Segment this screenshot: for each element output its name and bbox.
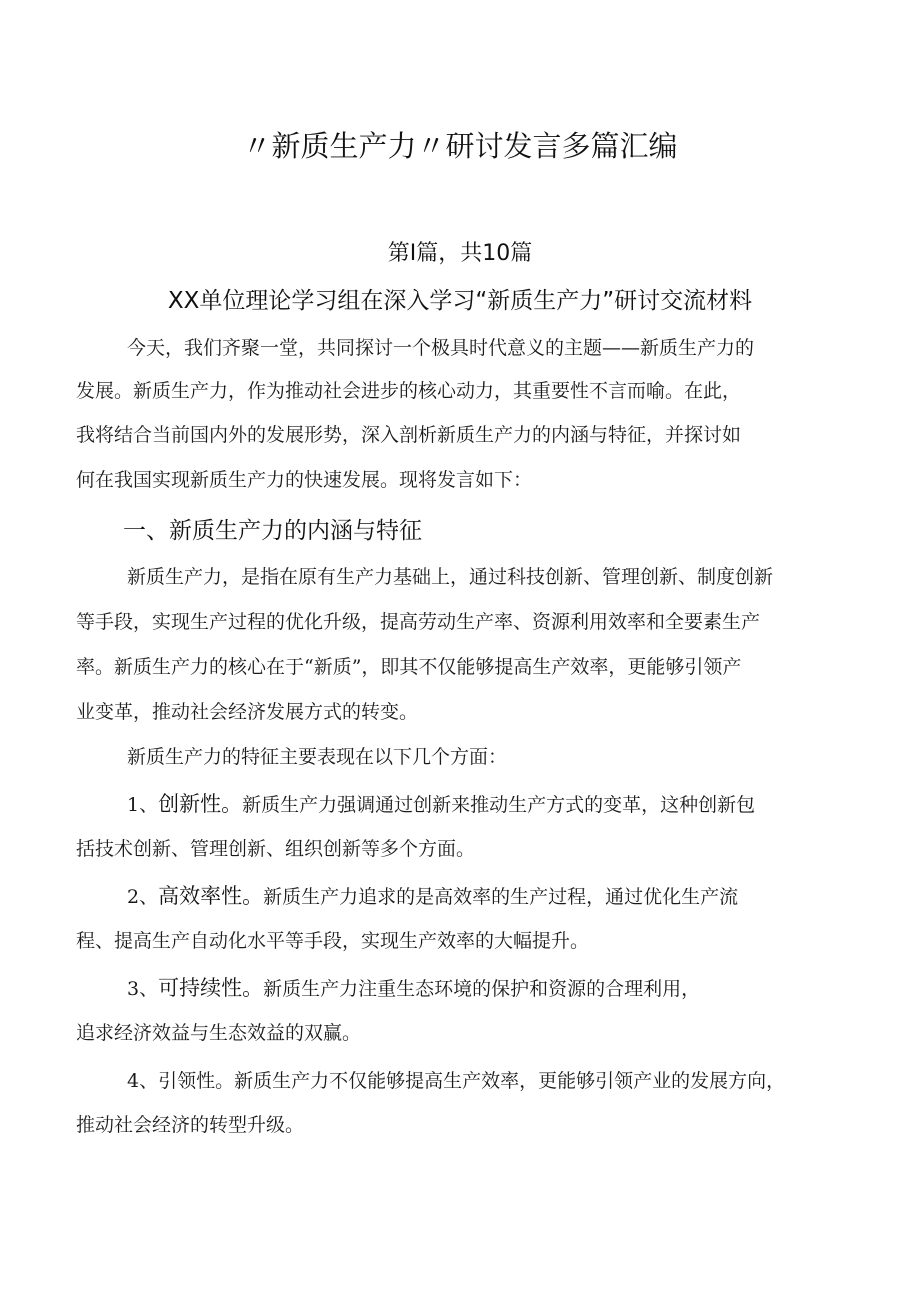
feature-text: 新质生产力不仅能够提高生产效率，更能够引领产业的发展方向， <box>234 1070 786 1092</box>
feature-number: 2、 <box>127 886 159 908</box>
feature-text-cont: 推动社会经济的转型升级。 <box>76 1114 305 1136</box>
section-para-line: 新质生产力，是指在原有生产力基础上，通过科技创新、管理创新、制度创新 <box>127 566 774 588</box>
feature-item <box>0 972 920 1002</box>
feature-text-cont: 程、提高生产自动化水平等手段，实现生产效率的大幅提升。 <box>76 930 590 952</box>
feature-text-cont: 追求经济效益与生态效益的双赢。 <box>76 1022 362 1044</box>
intro-line: 我将结合当前国内外的发展形势，深入剖析新质生产力的内涵与特征，并探讨如 <box>76 424 742 446</box>
features-intro: 新质生产力的特征主要表现在以下几个方面： <box>127 746 508 768</box>
feature-term: 可持续性。 <box>158 976 264 1000</box>
part-indicator: 第I篇，共10篇 <box>387 241 533 266</box>
feature-term: 创新性。 <box>158 792 243 816</box>
feature-term: 引领性。 <box>158 1070 235 1092</box>
intro-line: 今天，我们齐聚一堂，共同探讨一个极具时代意义的主题——新质生产力的 <box>127 337 755 359</box>
intro-line: 发展。新质生产力，作为推动社会进步的核心动力，其重要性不言而喻。在此， <box>76 380 742 402</box>
intro-line: 何在我国实现新质生产力的快速发展。现将发言如下： <box>76 469 533 491</box>
document-title: 〃新质生产力〃研讨发言多篇汇编 <box>242 129 678 163</box>
article-title: XX单位理论学习组在深入学习“新质生产力”研讨交流材料 <box>167 288 753 314</box>
section-para-line: 业变革，推动社会经济发展方式的转变。 <box>76 701 419 723</box>
section-para-line: 等手段，实现生产过程的优化升级，提高劳动生产率、资源利用效率和全要素生产 <box>76 611 761 633</box>
section-para-line: 率。新质生产力的核心在于“新质”，即其不仅能够提高生产效率，更能够引领产 <box>76 656 742 678</box>
feature-text: 新质生产力注重生态环境的保护和资源的合理利用， <box>263 978 701 1000</box>
feature-number: 3、 <box>127 978 159 1000</box>
feature-number: 1、 <box>127 794 159 816</box>
feature-text-cont: 括技术创新、管理创新、组织创新等多个方面。 <box>76 838 476 860</box>
feature-item <box>0 880 920 910</box>
feature-number: 4、 <box>127 1070 159 1092</box>
feature-item <box>0 1066 920 1093</box>
feature-item <box>0 788 920 818</box>
section-heading: 一、新质生产力的内涵与特征 <box>123 518 422 544</box>
feature-term: 高效率性。 <box>158 884 264 908</box>
feature-text: 新质生产力追求的是高效率的生产过程，通过优化生产流 <box>263 886 739 908</box>
feature-text: 新质生产力强调通过创新来推动生产方式的变革，这种创新包 <box>242 794 756 816</box>
